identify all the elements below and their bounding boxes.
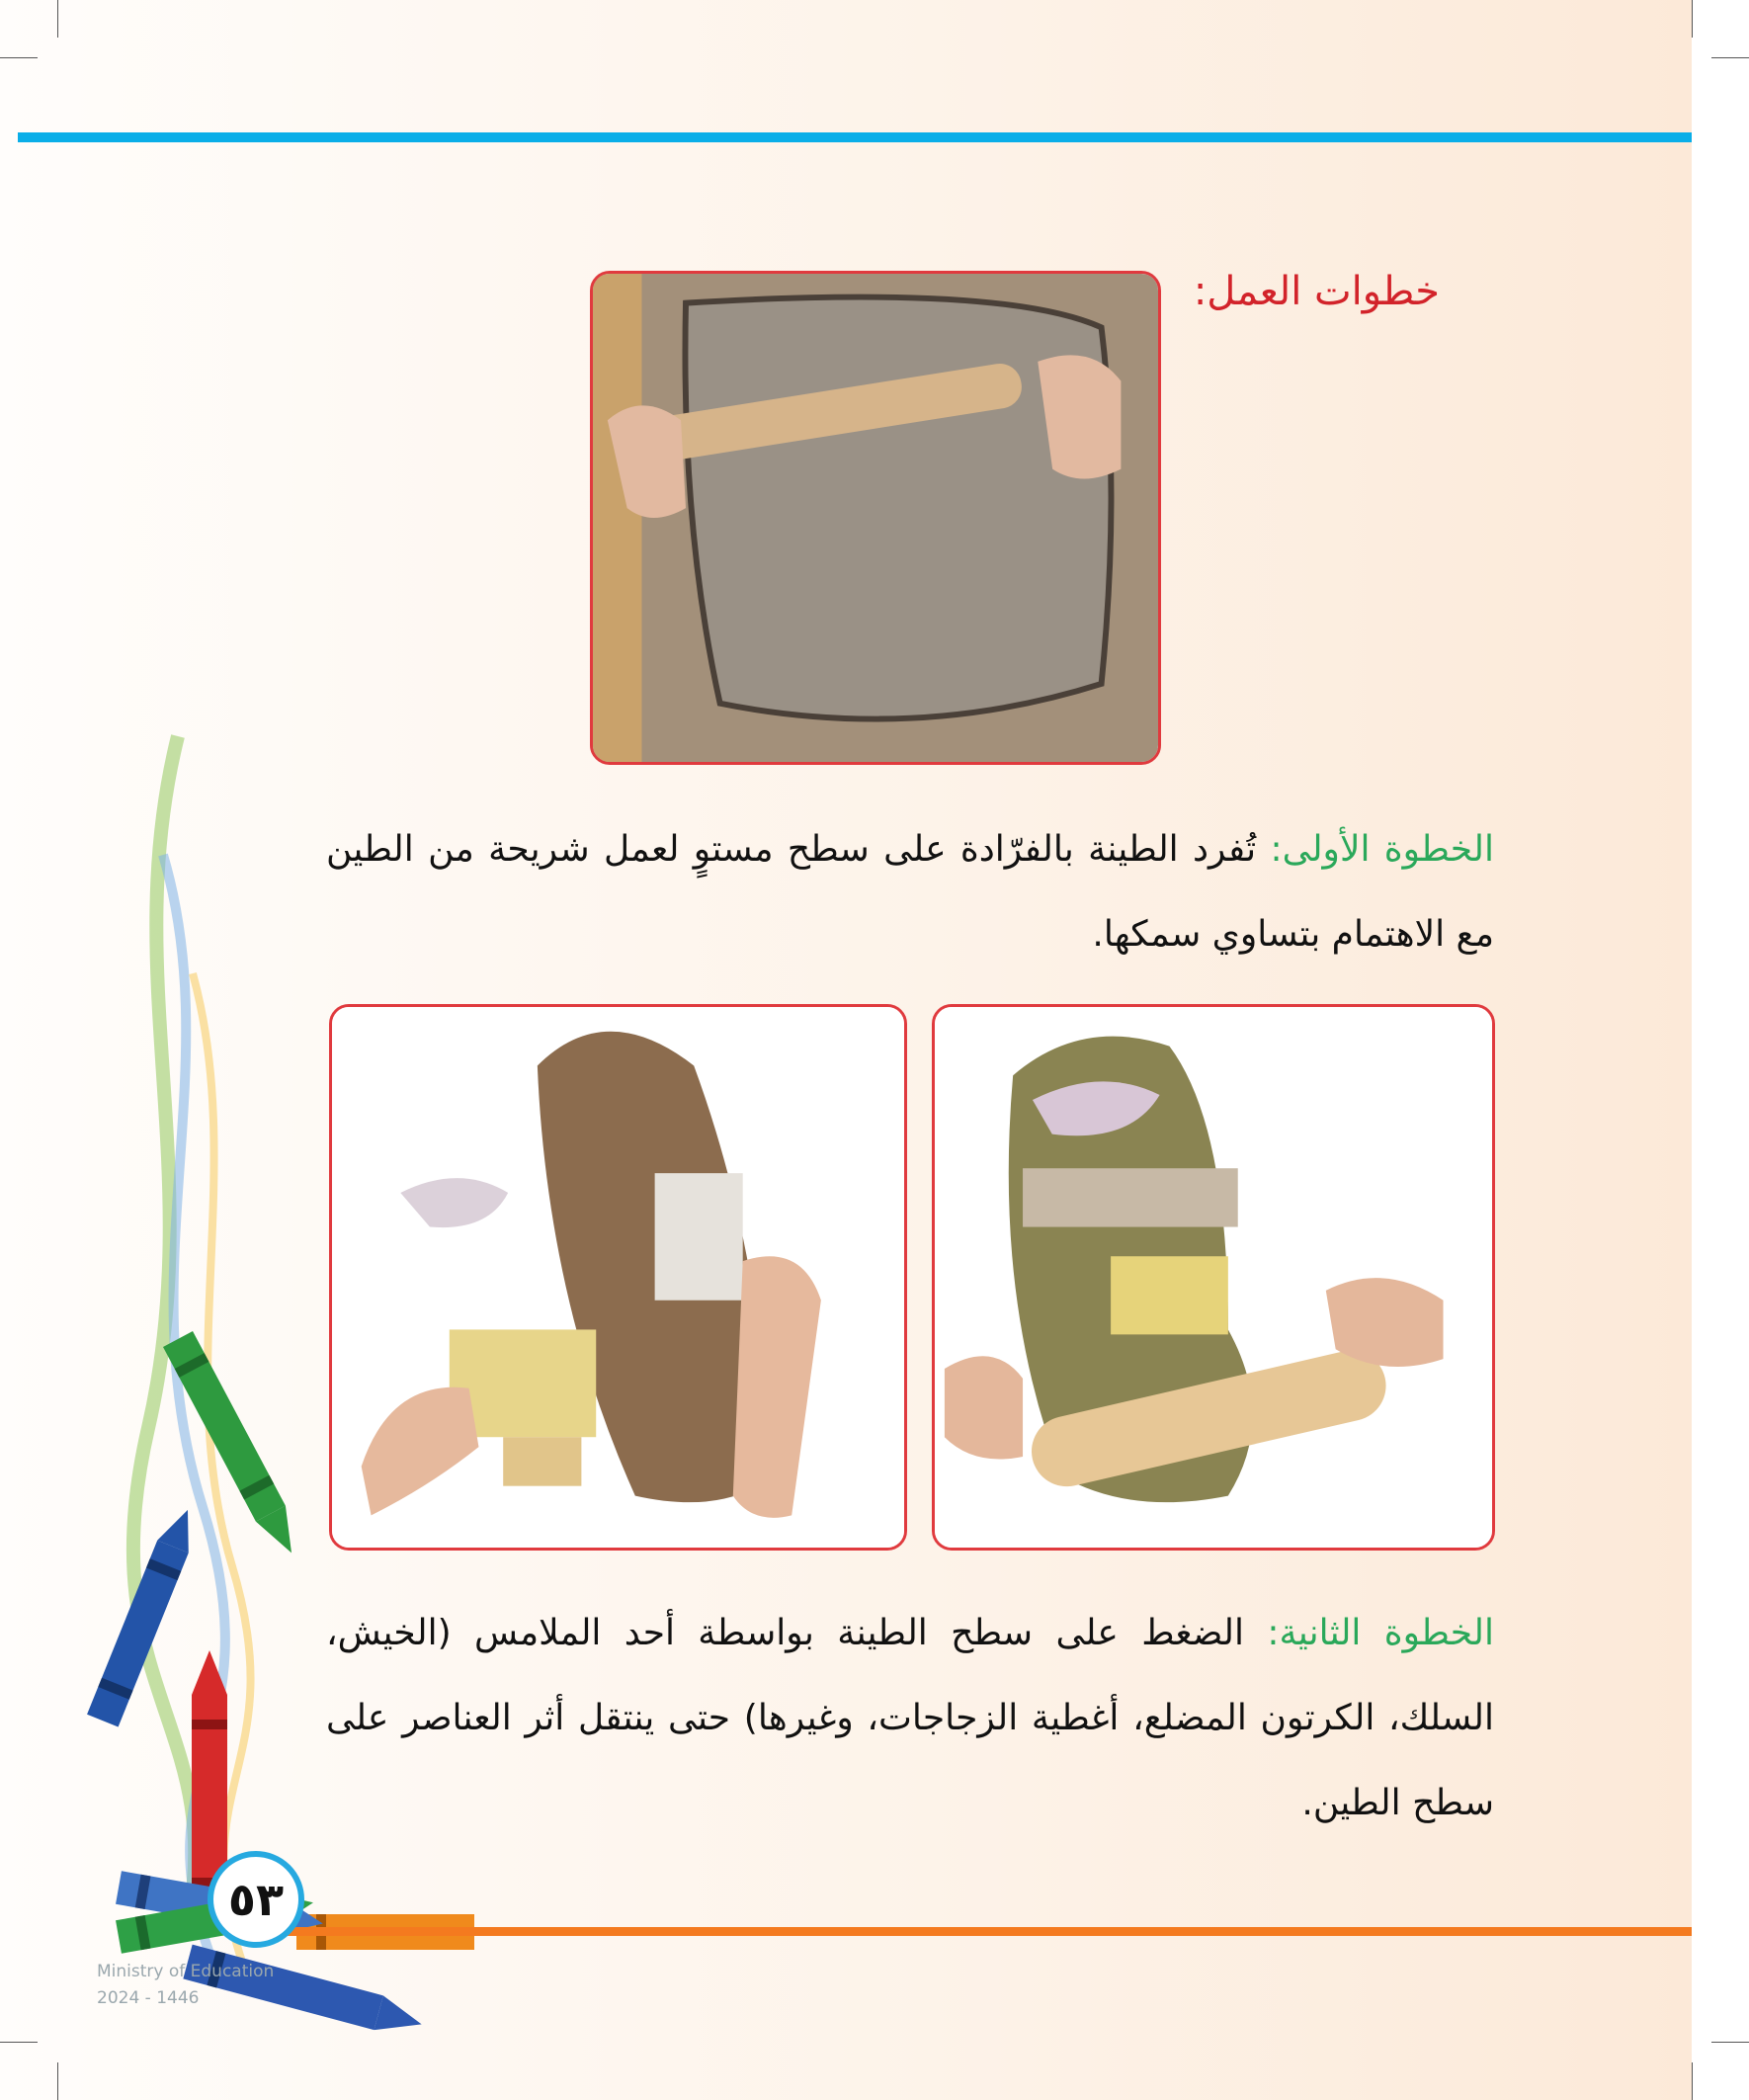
crop-mark [0,57,38,58]
blue-crayon [87,1504,204,1727]
photo-applying-lace [329,1004,907,1551]
crop-mark [1692,2062,1693,2100]
page-margin [1692,0,1749,2100]
crop-mark [1692,0,1693,38]
blue-crayon [183,1945,426,2042]
photo-pressing-textures [932,1004,1495,1551]
year-label: 2024 - 1446 [97,1988,200,2008]
page-number-text: ٥٣ [227,1873,285,1926]
ministry-label: Ministry of Education [97,1962,275,1981]
crop-mark [1711,2042,1749,2043]
bottom-rule [287,1927,1692,1936]
crop-mark [1711,57,1749,58]
step-one-paragraph [326,807,1494,977]
steps-heading: خطوات العمل: [1193,269,1440,314]
step-one-label: الخطوة الأولى: [1270,829,1494,870]
step-two-label: الخطوة الثانية: [1267,1613,1494,1653]
page-number [208,1851,304,1948]
step-two-paragraph [326,1591,1494,1846]
step-two-text: الضغط على سطح الطينة بواسطة أحد الملامس (الخيش، السلك، الكرتون المضلع، أغطية الزجاجات، وغيرها) حتى ينتقل أثر العناصر على سطح الطين. [326,1613,1494,1823]
step-one-text: تُفرد الطينة بالفرّادة على سطح مستوٍ لعمل شريحة من الطين مع الاهتمام بتساوي سمكها. [326,829,1494,955]
photo-rolling-clay [590,271,1161,765]
crop-mark [57,0,58,38]
top-rule [18,132,1692,142]
